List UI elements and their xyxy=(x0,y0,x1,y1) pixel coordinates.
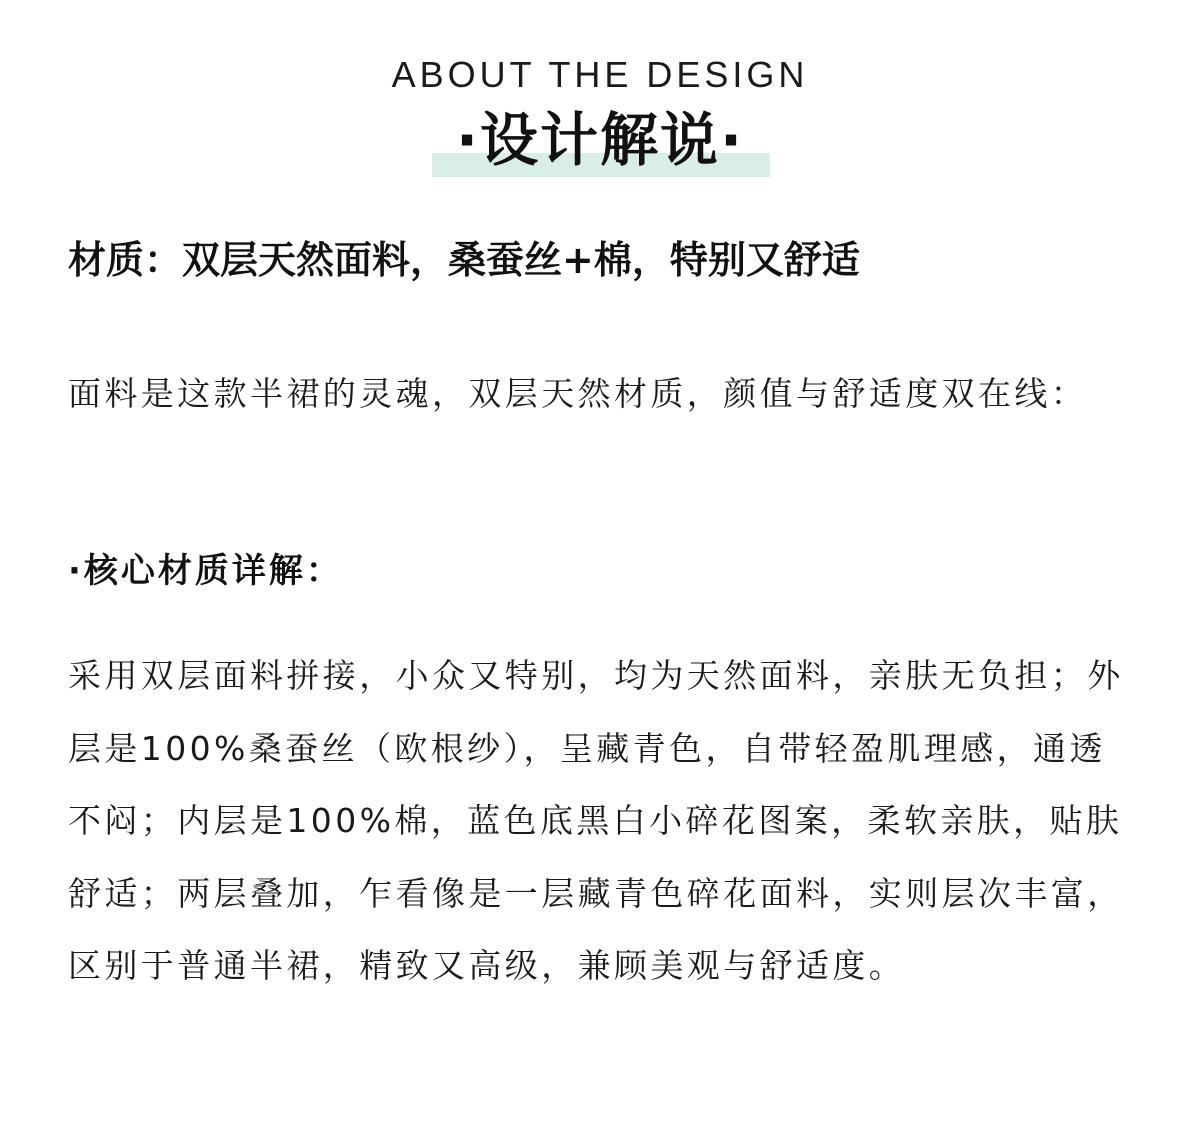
material-detail-paragraph: 采用双层面料拼接，小众又特别，均为天然面料，亲肤无负担；外层是100%桑蚕丝（欧根纱），呈藏青色，自带轻盈肌理感，通透不闷；内层是100%棉，蓝色底黑白小碎花图案，柔软亲肤，贴肤舒适；两层叠加，乍看像是一层藏青色碎花面料，实则层次丰富，区别于普通半裙，精致又高级，兼顾美观与舒适度。 xyxy=(68,656,1124,985)
material-heading: 材质：双层天然面料，桑蚕丝+棉，特别又舒适 xyxy=(68,238,860,282)
intro-paragraph: 面料是这款半裙的灵魂，双层天然材质，颜值与舒适度双在线： xyxy=(68,374,1088,413)
section-eyebrow: ABOUT THE DESIGN xyxy=(391,54,809,95)
title-block xyxy=(0,100,1200,180)
core-material-subheading: ·核心材质详解： xyxy=(68,551,343,591)
page-title: ·设计解说· xyxy=(455,106,745,174)
